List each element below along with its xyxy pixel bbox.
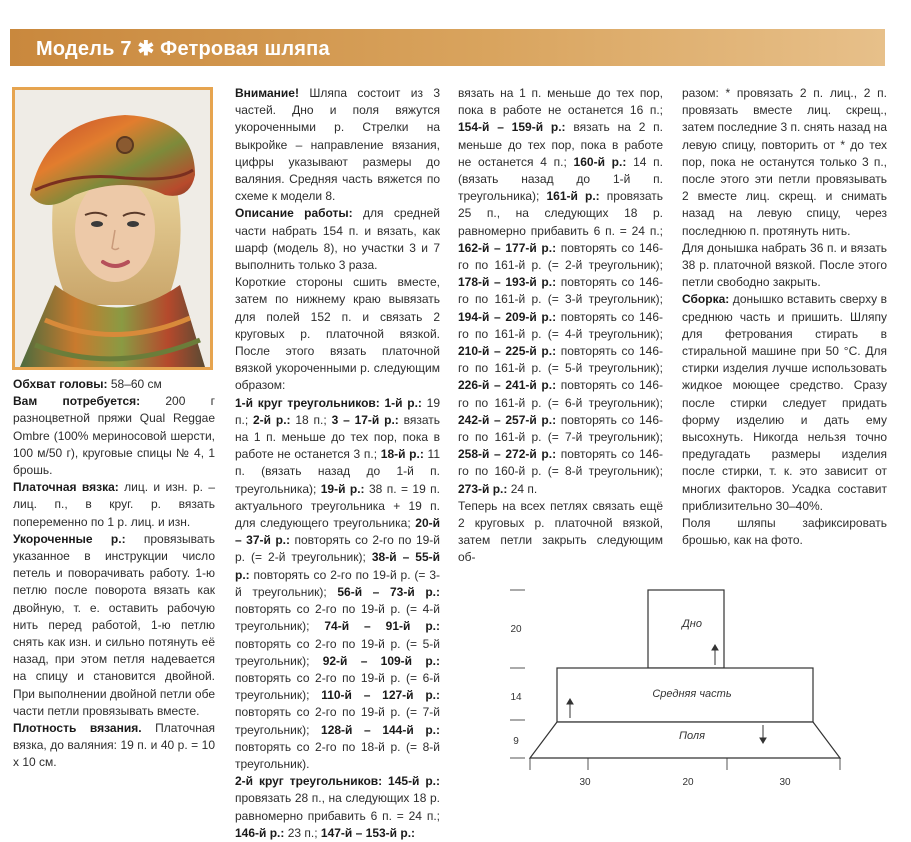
paragraph: 1-й круг треугольников: 1-й р.: 19 п.; 2-й р.: 18 п.; 3 – 17-й р.: вязать на 1 п. меньше до тех пор, пока в работе не останется 3 п.; 18-й р.: 11 п. (вязать назад до 1-й п. треугольника); 19-й р.: 38 п. = 19 п. актуального треугольника + 19 п. для следующего треугольника; 20-й – 37-й р.: повторять со 2-го по 19-й р. (= 2-й треугольник); 38-й – 55-й р.: повторять со 2-го по 19-й р. (= 3-й треугольник); 56-й – 73-й р.: повторять со 2-го по 19-й р. (= 4-й треугольник); 74-й – 91-й р.: повторять со 2-го по 19-й р. (= 5-й треугольник); 92-й – 109-й р.: повторять со 2-го по 19-й р. (= 6-й треугольник); 110-й – 127-й р.: повторять со 2-го по 19-й р. (= 7-й треугольник); 128-й – 144-й р.: повторять со 2-го по 18-й р. (= 8-й треугольник). <box>235 395 441 771</box>
paragraph: Укороченные р.: провязывать указанное в инструкции число петель и поворачивать работу. 1-ю петлю после поворота вязать как двойную, т. е. оставить рабочую нить перед работой, 1-ю петлю снять как изн. и сильно потянуть её назад, при этом петля надевается на спицу и становится двойной. При выполнении двойной петли обе части петли провязывать вместе. <box>13 531 216 718</box>
paragraph: Теперь на всех петлях связать ещё 2 круговых р. платочной вязкой, затем петли закрыть следующим об- <box>458 498 663 565</box>
paragraph: разом: * провязать 2 п. лиц., 2 п. провязать вместе лиц. скрещ., затем последние 3 п. снять назад на левую спицу, повторить от * до тех пор, пока не останутся только 3 п., после этого эти петли провязывать 2 вместе лиц. скрещ. и снимать назад на левую спицу, через последнюю п. протянуть нить. <box>682 86 887 238</box>
top-piece-label: Дно <box>682 618 702 630</box>
paragraph: Платочная вязка: лиц. и изн. р. – лиц. п., в круг. р. вязать попеременно по 1 р. лиц. и изн. <box>13 480 215 529</box>
dimension-label: 30 <box>579 777 591 788</box>
column-2 <box>235 85 440 842</box>
middle-piece-label: Средняя часть <box>652 688 732 700</box>
paragraph: Внимание! Шляпа состоит из 3 частей. Дно и поля вяжутся укороченными р. Стрелки на выкройке – направление вязания, цифры указывают размеры до валяния. Средняя часть вяжется по схеме к модели 8. <box>235 86 440 204</box>
hat-pattern-diagram <box>500 580 900 810</box>
column-3 <box>458 85 663 567</box>
paragraph: 2-й круг треугольников: 145-й р.: провязать 28 п., на следующих 18 р. равномерно прибавить 6 п. = 24 п.; 146-й р.: 23 п.; 147-й – 153-й р.: <box>235 774 440 840</box>
paragraph: Поля шляпы зафиксировать брошью, как на фото. <box>682 516 887 548</box>
paragraph: Короткие стороны сшить вместе, затем по нижнему краю вывязать для полей 152 п. и связать 2 круговых р. платочной вязкой. После этого вязать платочной вязкой укороченными р. следующим образом: <box>235 275 440 393</box>
woman-in-hat-illustration <box>15 90 210 367</box>
paragraph: Вам потребуется: 200 г разноцветной пряжи Qual Reggae Ombre (100% мериносовой шерсти, 100 м/50 г), круговые спицы № 4, 1 брошь. <box>13 394 215 478</box>
paragraph: Плотность вязания. Платочная вязка, до валяния: 19 п. и 40 р. = 10 х 10 см. <box>13 721 215 770</box>
paragraph: Сборка: донышко вставить сверху в среднюю часть и пришить. Шляпу для фетрования стирать в стиральной машине при 50 °С. Для стирки изделия лучше использовать жидкое моющее средство. Сразу после стирки следует придать форму изделию и дать ему высохнуть. Никогда нельзя точно предугадать размеры изделия после стирки, т. к. это зависит от многих факторов. Усадка составит приблизительно 30–40%. <box>682 292 887 513</box>
page-title: Модель 7 ✱ Фетровая шляпа <box>36 38 330 60</box>
dimension-label: 30 <box>779 777 791 788</box>
dimension-label: 14 <box>510 692 522 703</box>
paragraph: Обхват головы: 58–60 см <box>13 377 162 391</box>
dimension-label: 20 <box>682 777 694 788</box>
dimension-label: 9 <box>513 736 519 747</box>
column-1 <box>13 376 215 772</box>
paragraph: Описание работы: для средней части набрать 154 п. и вязать, как шарф (модель 8), но участки 3 и 7 выполнить только 3 раза. <box>235 206 440 273</box>
dimension-label: 20 <box>510 624 522 635</box>
model-photo <box>12 87 213 370</box>
column-4 <box>682 85 887 549</box>
title-banner <box>10 29 885 66</box>
paragraph: Для донышка набрать 36 п. и вязать 38 р. платочной вязкой. После этого петли свободно закрыть. <box>682 240 887 290</box>
brim-piece-label: Поля <box>679 730 705 742</box>
paragraph: вязать на 1 п. меньше до тех пор, пока в работе не останется 16 п.; 154-й – 159-й р.: вязать на 2 п. меньше до тех пор, пока в работе не останется 4 п.; 160-й р.: 14 п. (вязать назад до 1-й п. треугольника); 161-й р.: провязать 25 п., на следующих 18 р. равномерно прибавить 6 п. = 24 п.; 162-й – 177-й р.: повторять со 146-го по 161-й р. (= 2-й треугольник); 178-й – 193-й р.: повторять со 146-го по 161-й р. (= 3-й треугольник); 194-й – 209-й р.: повторять со 146-го по 161-й р. (= 4-й треугольник); 210-й – 225-й р.: повторять со 146-го по 161-й р. (= 5-й треугольник); 226-й – 241-й р.: повторять со 146-го по 161-й р. (= 6-й треугольник); 242-й – 257-й р.: повторять со 146-го по 161-й р. (= 7-й треугольник); 258-й – 272-й р.: повторять со 146-го по 160-й р. (= 8-й треугольник); 273-й р.: 24 п. <box>458 86 664 496</box>
